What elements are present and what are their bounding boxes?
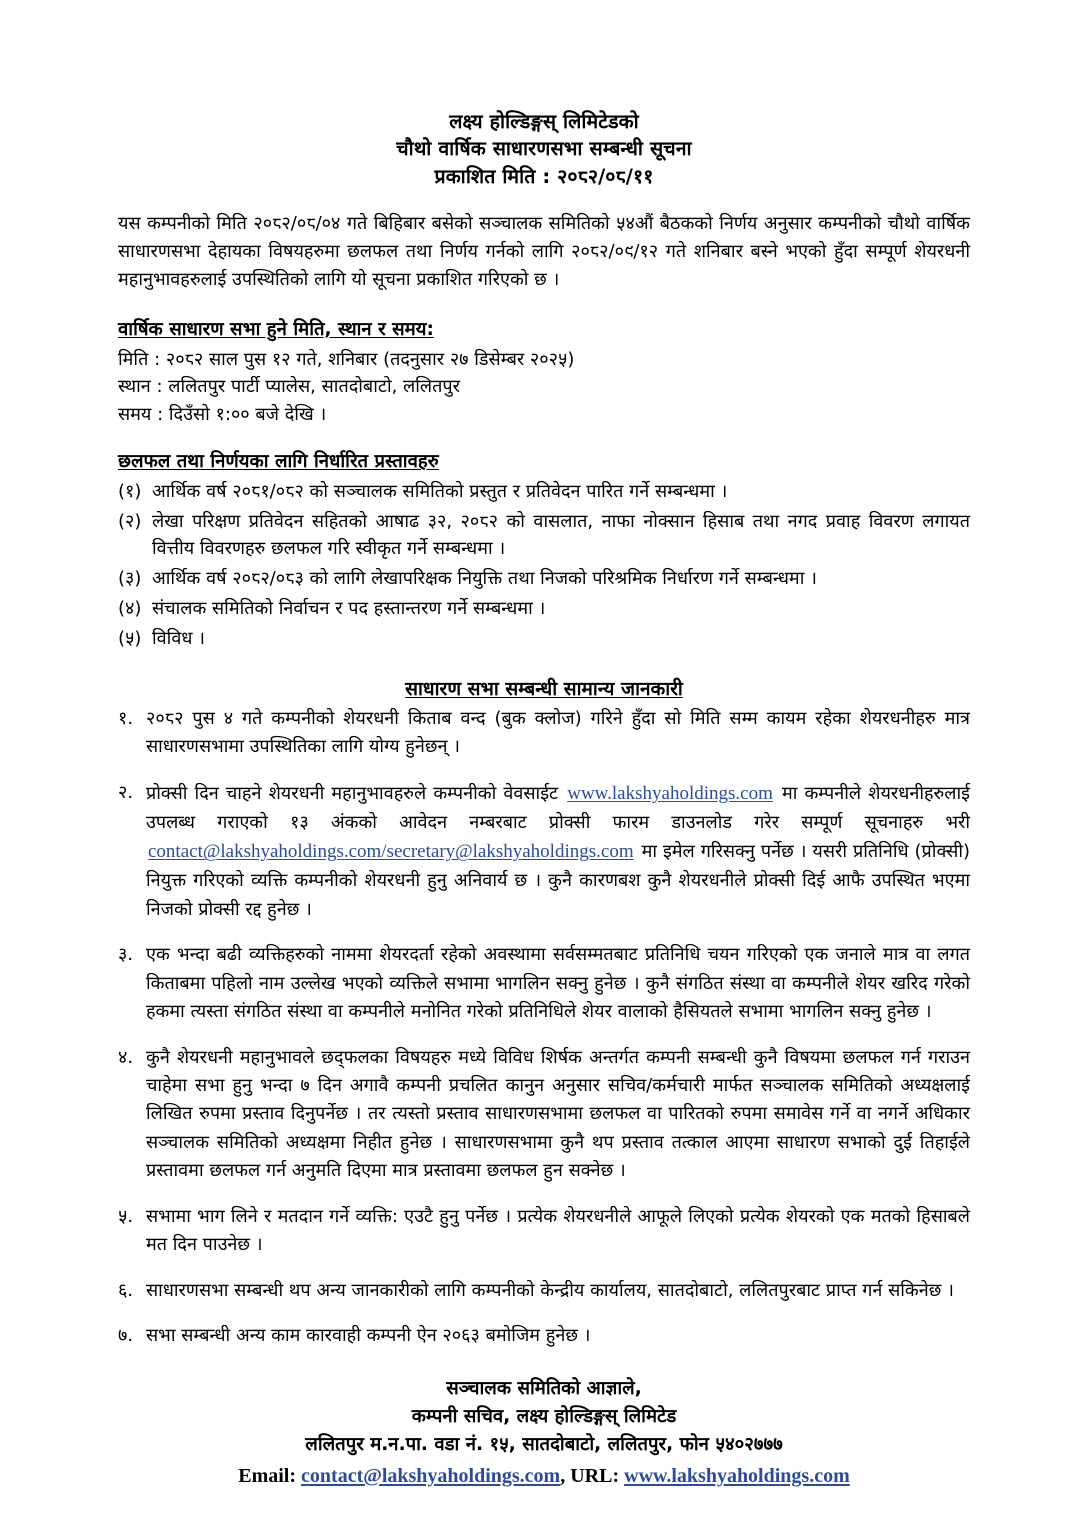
general-info-marker: ७. — [118, 1325, 134, 1347]
proposals-list — [118, 478, 970, 653]
proposal-text: विविध । — [152, 628, 205, 650]
proposal-item — [118, 478, 970, 506]
general-info-marker: ४. — [118, 1046, 134, 1068]
general-info-marker: ३. — [118, 944, 134, 966]
general-info-item — [118, 1044, 970, 1186]
general-info-text — [146, 1322, 970, 1350]
text-run: मा कम्पनीले शेयरधनीहरुलाई उपलब्ध गराएको १३ अंकको आवेदन नम्बरबाट प्रोक्सी फारम डाउनलोड गरेर सम्पूर्ण सूचनाहरु भरी — [146, 782, 971, 833]
text-run: प्रोक्सी दिन चाहने शेयरधनी महानुभावहरुले कम्पनीको वेवसाईट — [146, 782, 566, 804]
meeting-details-heading — [118, 316, 970, 344]
general-info-marker: १. — [118, 708, 134, 730]
general-info-item — [118, 1277, 970, 1305]
text-run: सभा सम्बन्धी अन्य काम कारवाही कम्पनी ऐन २०६३ बमोजिम हुनेछ । — [146, 1325, 591, 1347]
proposals-heading-text: छलफल तथा निर्णयका लागि निर्धारित प्रस्तावहरु — [118, 450, 439, 472]
proposal-item — [118, 508, 970, 564]
text-run: सभामा भाग लिने र मतदान गर्ने व्यक्ति: एउटै हुनु पर्नेछ । प्रत्येक शेयरधनीले आफूले लिएको प्रत्येक शेयरको एक मतको हिसाबले मत दिन पाउनेछ । — [146, 1205, 970, 1256]
footer-contact-line — [118, 1461, 970, 1491]
general-info-marker: ६. — [118, 1279, 134, 1301]
general-info-marker: ५. — [118, 1205, 134, 1227]
proposal-marker: (४) — [118, 598, 142, 620]
intro-paragraph: यस कम्पनीको मिति २०८२/०८/०४ गते बिहिबार बसेको सञ्चालक समितिको ५४औं बैठकको निर्णय अनुसार कम्पनीको चौथो वार्षिक साधारणसभा देहायका विषयहरुमा छलफल तथा निर्णय गर्नको लागि २०८२/०९/१२ गते शनिबार बस्ने भएको हुँदा सम्पूर्ण शेयरधनी महानुभावहरुलाई उपस्थितिको लागि यो सूचना प्रकाशित गरिएको छ । — [118, 212, 970, 291]
proposals-heading — [118, 448, 970, 476]
text-run: साधारणसभा सम्बन्धी थप अन्य जानकारीको लागि कम्पनीको केन्द्रीय कार्यालय, सातदोबाटो, ललितपुरबाट प्राप्त गर्न सकिनेछ । — [146, 1279, 954, 1301]
url-label: URL: — [570, 1464, 620, 1487]
inline-link[interactable]: contact@lakshyaholdings.com/secretary@lakshyaholdings.com — [148, 841, 634, 863]
proposal-item — [118, 625, 970, 653]
text-run: मा इमेल गरिसक्नु पर्नेछ । यसरी प्रतिनिधि (प्रोक्सी) नियुक्त गरिएको व्यक्ति कम्पनीको शेयरधनी हुनु अनिवार्य छ । कुनै कारणबश कुनै शेयरधनीले प्रोक्सी दिई आफै उपस्थित भएमा निजको प्रोक्सी रद्द हुनेछ । — [146, 841, 970, 920]
proposal-marker: (२) — [118, 510, 142, 532]
signature-authority-line: सञ्चालक समितिको आज्ञाले, — [446, 1377, 642, 1399]
proposal-text: आर्थिक वर्ष २०८२/०८३ को लागि लेखापरिक्षक नियुक्ति तथा निजको परिश्रमिक निर्धारण गर्ने सम्बन्धमा । — [152, 568, 817, 590]
general-info-item — [118, 941, 970, 1026]
proposal-marker: (१) — [118, 480, 142, 502]
text-run: एक भन्दा बढी व्यक्तिहरुको नाममा शेयरदर्ता रहेको अवस्थामा सर्वसम्मतबाट प्रतिनिधि चयन गरिएको एक जनाले मात्र वा लगत किताबमा पहिलो नाम उल्लेख भएको व्यक्तिले सभामा भागलिन सक्नु हुनेछ । कुनै संगठित संस्था वा कम्पनीले शेयर खरिद गरेको हकमा त्यस्ता संगठित संस्था वा कम्पनीले मनोनित गरेको प्रतिनिधिले शेयर वालाको हैसियतले सभामा भागलिन सक्नु हुनेछ । — [146, 944, 970, 1023]
proposal-item — [118, 565, 970, 593]
general-info-text — [146, 1277, 970, 1305]
general-info-heading-text: साधारण सभा सम्बन्धी सामान्य जानकारी — [405, 678, 683, 701]
email-label: Email: — [238, 1464, 297, 1487]
proposal-item — [118, 595, 970, 623]
proposal-text: लेखा परिक्षण प्रतिवेदन सहितको आषाढ ३२, २०८२ को वासलात, नाफा नोक्सान हिसाब तथा नगद प्रवाह विवरण लगायत वित्तीय विवरणहरु छलफल गरि स्वीकृत गर्ने सम्बन्धमा । — [152, 510, 970, 560]
page-title-line-2: चौथो वार्षिक साधारणसभा सम्बन्धी सूचना — [396, 137, 692, 161]
general-info-text — [146, 941, 970, 1026]
general-info-text — [146, 779, 970, 924]
general-info-item — [118, 1203, 970, 1260]
meeting-details-section — [118, 316, 970, 428]
meeting-date-line: मिति : २०८२ साल पुस १२ गते, शनिबार (तदनुसार २७ डिसेम्बर २०२५) — [118, 348, 575, 370]
general-info-item — [118, 705, 970, 762]
publication-date-line: प्रकाशित मिति : २०८२/०८/११ — [434, 164, 654, 188]
footer-separator: , — [560, 1464, 571, 1487]
general-info-item — [118, 1322, 970, 1350]
text-run: २०८२ पुस ४ गते कम्पनीको शेयरधनी किताब वन्द (बुक क्लोज) गरिने हुँदा सो मिति सम्म कायम रहेका शेयरधनीहरु मात्र साधारणसभामा उपस्थितिका लागि योग्य हुनेछन् । — [146, 708, 970, 758]
general-info-list — [118, 705, 970, 1350]
general-info-text — [146, 705, 970, 762]
signature-address-line: ललितपुर म.न.पा. वडा नं. १५, सातदोबाटो, ललितपुर, फोन ५४०२७७७ — [305, 1433, 783, 1455]
meeting-venue-line: स्थान : ललितपुर पार्टी प्यालेस, सातदोबाटो, ललितपुर — [118, 376, 460, 398]
general-info-item — [118, 779, 970, 924]
proposals-section — [118, 448, 970, 653]
page-title-line-1: लक्ष्य होल्डिङ्गस् लिमिटेडको — [449, 110, 639, 133]
proposal-text: आर्थिक वर्ष २०८१/०८२ को सञ्चालक समितिको प्रस्तुत र प्रतिवेदन पारित गर्ने सम्बन्धमा । — [152, 480, 728, 502]
general-info-text — [146, 1203, 970, 1260]
proposal-marker: (३) — [118, 568, 142, 590]
signature-block — [118, 1375, 970, 1491]
text-run: कुनै शेयरधनी महानुभावले छद्फलका विषयहरु मध्ये विविध शिर्षक अन्तर्गत कम्पनी सम्बन्धी कुनै विषयमा छलफल गर्न गराउन चाहेमा सभा हुनु भन्दा ७ दिन अगावै कम्पनी प्रचलित कानुन अनुसार सचिव/कर्मचारी मार्फत सञ्चालक समितिको अध्यक्षलाई लिखित रुपमा प्रस्ताव दिनुपर्नेछ । तर त्यस्तो प्रस्ताव साधारणसभामा छलफल वा पारितको रुपमा समावेस गर्ने वा नगर्ने अधिकार सञ्चालक समितिको अध्यक्षमा निहीत हुनेछ । साधारणसभामा कुनै थप प्रस्ताव तत्काल आएमा साधारण सभाको दुई तिहाईले प्रस्तावमा छलफल गर्न अनुमति दिएमा मात्र प्रस्तावमा छलफल हुन सक्नेछ । — [146, 1046, 970, 1182]
general-info-section — [118, 675, 970, 1350]
meeting-details-heading-text: वार्षिक साधारण सभा हुने मिति, स्थान र समय: — [118, 319, 434, 341]
signature-secretary-line: कम्पनी सचिव, लक्ष्य होल्डिङ्गस् लिमिटेड — [411, 1405, 677, 1427]
footer-url-link[interactable]: www.lakshyaholdings.com — [624, 1464, 850, 1487]
meeting-time-line: समय : दिउँसो १:०० बजे देखि । — [118, 403, 327, 425]
inline-link[interactable]: www.lakshyaholdings.com — [567, 782, 773, 804]
document-title-block — [118, 108, 970, 190]
footer-email-link[interactable]: contact@lakshyaholdings.com — [301, 1464, 561, 1487]
general-info-text — [146, 1044, 970, 1186]
general-info-heading — [118, 675, 970, 701]
proposal-text: संचालक समितिको निर्वाचन र पद हस्तान्तरण गर्ने सम्बन्धमा । — [152, 598, 546, 620]
general-info-marker: २. — [118, 781, 134, 803]
proposal-marker: (५) — [118, 628, 142, 650]
